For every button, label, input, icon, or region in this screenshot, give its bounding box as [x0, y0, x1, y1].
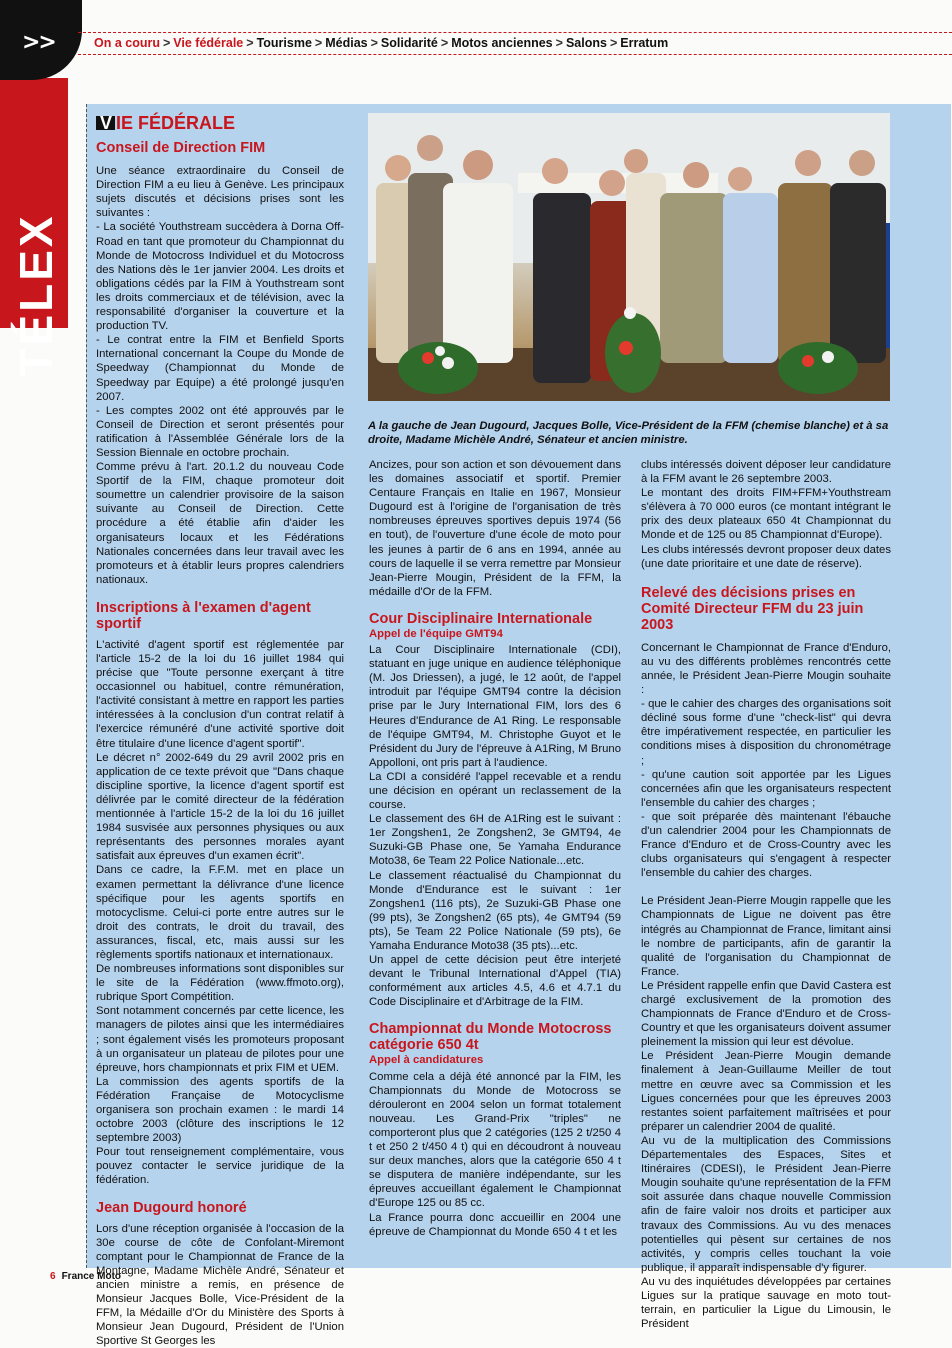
article-paragraph: Une séance extraordinaire du Conseil de Direction FIM a eu lieu à Genève. Les principaux sujets discutés et décisions prises sont les suivantes :	[96, 165, 344, 220]
article-subtitle-mx: Appel à candidatures	[369, 1054, 484, 1067]
breadcrumb-item[interactable]: Erratum	[620, 36, 669, 50]
breadcrumb-separator: >	[440, 36, 449, 50]
article-paragraph: - qu'une caution soit apportée par les Ligues concernées afin que les organisateurs respectent l'ensemble du cahier des charges ;	[641, 768, 891, 809]
breadcrumb	[94, 36, 668, 50]
article-paragraph: L'activité d'agent sportif est réglementée par l'article 15-2 de la loi du 16 juillet 1984 qui précise que "Toute personne exerçant à titre occasionnel ou habituel, contre rémunération, l'activité consistant à mettre en rapport les parties intéressées à la conclusion d'un contrat relatif à l'exercice rémunéré d'une activité sportive doit être titulaire d'une licence d'agent sportif".	[96, 638, 344, 750]
breadcrumb-item[interactable]: Médias	[325, 36, 368, 50]
article-paragraph: De nombreuses informations sont disponibles sur le site de la Fédération (www.ffmoto.org), rubrique Sport Compétition.	[96, 963, 344, 1004]
article-paragraph: Le classement des 6H de A1Ring est le suivant : 1er Zongshen1, 2e Zongshen2, 3e GMT94, 4e Suzuki-GB Phase one, 5e Yamaha Endurance Moto38, 6e Team 22 Police Nationale...etc.	[369, 813, 621, 868]
column-middle	[369, 458, 621, 1239]
article-paragraph: - La société Youthstream succèdera à Dorna Off-Road en tant que promoteur du Championnat du Monde de Motocross Individuel et du Motocross des Nations dès le 1er janvier 2004. Les droits et obligations cédés par la FIM à Youthstream sont les droits commerciaux et de télévision, avec la responsabilité d'organiser la couverture et la production TV.	[96, 221, 344, 333]
article-paragraph: La commission des agents sportifs de la Fédération Française de Motocyclisme organisera son prochain examen : le mardi 14 octobre 2003 (clôture des inscriptions le 12 septembre 2003)	[96, 1075, 344, 1145]
article-paragraph: La Cour Disciplinaire Internationale (CDI), statuant en juge unique en audience téléphonique (M. Jos Driessen), a jugé, le 12 août, de l'appel introduit par l'équipe GMT94 contre la décision prise par le Jury International FIM, lors des 6 Heures d'Endurance de A1 Ring. Le responsable de l'équipe GMT94, M. Christophe Guyot et le Président du Jury de l'épreuve à A1Ring, M Bruno Appolloni, ont pris part à l'audience.	[369, 644, 621, 769]
header-rule-top	[78, 32, 952, 33]
article-paragraph: Concernant le Championnat de France d'Enduro, au vu des différents problèmes rencontrés cette année, le Président Jean-Pierre Mougin souhaite :	[641, 641, 891, 697]
article-paragraph: - que le cahier des charges des organisations soit décliné sous forme d'une "check-list" qui devra être impérativement respectée, en particulier les conditions mises à disposition du chronométrage ;	[641, 698, 891, 767]
article-paragraph: La France pourra donc accueillir en 2004 une épreuve de Championnat du Monde 650 4 t et les	[369, 1211, 621, 1238]
section-title-initial: V	[96, 116, 115, 130]
article-paragraph: Pour tout renseignement complémentaire, vous pouvez contacter le service juridique de la fédération.	[96, 1146, 344, 1187]
breadcrumb-item[interactable]: Solidarité	[380, 36, 438, 50]
article-paragraph: Comme cela a déjà été annoncé par la FIM, les Championnats du Monde de Motocross se dérouleront en 2004 selon un format totalement nouveau. Les Grand-Prix "triples" ne comporteront plus que 2 catégories (125 2 t/250 4 t et 250 2 t/450 4 t) qui en découdront à nouveau sur deux manches, alors que la catégorie 650 4 t se disputera de manière indépendante, sur les épreuves accueillant également le Championnat d'Europe 125 ou 85 cc.	[369, 1070, 621, 1210]
article-title-fim: Conseil de Direction FIM	[96, 140, 266, 157]
column-right	[641, 458, 891, 1331]
breadcrumb-item[interactable]: On a couru	[94, 36, 160, 50]
group-photo-illustration	[368, 113, 890, 401]
article-paragraph: La CDI a considéré l'appel recevable et a rendu une décision en opérant un reclassement de la course.	[369, 770, 621, 812]
breadcrumb-separator: >	[314, 36, 323, 50]
group-photo	[368, 113, 890, 401]
article-paragraph: Le Président Jean-Pierre Mougin demande finalement à Jean-Guillaume Meiller de tout mettre en œuvre avec sa Commission et les Ligues concernées pour que les épreuves 2003 restantes soient parfaitement maîtrisées et pour préparer un calendrier 2004 de qualité.	[641, 1050, 891, 1133]
breadcrumb-item[interactable]: Vie fédérale	[173, 36, 244, 50]
telex-side-tab	[0, 78, 68, 377]
article-paragraph: - que soit préparée dès maintenant l'ébauche d'un calendrier 2004 pour les Championnats de France d'Enduro et de Cross-Country avec les clubs organisateurs qui s'engagent à respecter l'ensemble du cahier des charges.	[641, 810, 891, 880]
photo-caption: A la gauche de Jean Dugourd, Jacques Bolle, Vice-Président de la FFM (chemise blanche) et à sa droite, Madame Michèle André, Sénateur et ancien ministre.	[368, 420, 889, 446]
breadcrumb-item[interactable]: Motos anciennes	[451, 36, 553, 50]
article-paragraph: Comme prévu à l'art. 20.1.2 du nouveau Code Sportif de la FIM, chaque promoteur doit soumettre un calendrier provisoire de la saison suivante au Conseil de Direction. Cette procédure a été établie afin d'aider les organisateurs locaux et les Fédérations Nationales concernées dans leur travail avec les promoteurs et à établir leurs propres calendriers nationaux.	[96, 461, 344, 586]
breadcrumb-separator: >	[246, 36, 254, 50]
article-paragraph: - Les comptes 2002 ont été approuvés par le Conseil de Direction et seront présentés pour ratification à l'Assemblée Générale lors de la Session Biennale en octobre prochain.	[96, 404, 344, 459]
article-paragraph: clubs intéressés doivent déposer leur candidature à la FFM avant le 26 septembre 2003.	[641, 459, 891, 486]
breadcrumb-separator: >	[609, 36, 618, 50]
article-paragraph: Les clubs intéressés devront proposer deux dates (une date prioritaire et une date de réserve).	[641, 543, 891, 570]
article-paragraph: Au vu de la multiplication des Commissions Départementales des Espaces, Sites et Itinéraires (CDESI), le Président Jean-Pierre Mougin souhaite qu'une représentation de la FFM soit assurée dans chaque nouvelle Commission afin de faire valoir nos droits et participer aux travaux des Commissions. Au vu des menaces potentielles qui pèsent sur certaines de nos activités, y compris celles touchant la voie publique, il apparaît indispensable d'y figurer.	[641, 1134, 891, 1274]
section-title	[96, 113, 344, 133]
article-title-agent: Inscriptions à l'examen d'agent sportif	[96, 599, 311, 632]
section-title-rest: IE FÉDÉRALE	[116, 113, 236, 133]
article-paragraph: Le Président rappelle enfin que David Castera est chargé exclusivement de la promotion des Championnats de France d'Enduro et de Cross-Country et que les organisateurs doivent assumer pleinement la mission qui leur est dévolue.	[641, 979, 891, 1049]
header-rule-bottom	[78, 54, 952, 55]
chevron-icon: >>	[22, 30, 55, 55]
article-paragraph: Le montant des droits FIM+FFM+Youthstream s'élèvera à 70 000 euros (ce montant intégrant le prix des deux plateaux 650 4t Championnat du Monde et de 125 ou 85 Championnat d'Europe).	[641, 487, 891, 542]
breadcrumb-separator: >	[370, 36, 378, 50]
article-title-cdi: Cour Disciplinaire Internationale	[369, 610, 593, 627]
column-left	[96, 114, 344, 1348]
page-footer	[50, 1271, 121, 1282]
magazine-name: France Moto	[61, 1271, 122, 1282]
page-number: 6	[50, 1271, 56, 1282]
article-paragraph: Le classement réactualisé du Championnat du Monde d'Endurance est le suivant : 1er Zongshen1 (116 pts), 2e Suzuki-GB Phase one (99 pts), 3e Zongshen2 (65 pts), 4e GMT94 (59 pts), 5e Team 22 Police Nationale (59 pts), 6e Yamaha Endurance Moto38 (35 pts)...etc.	[369, 869, 621, 952]
breadcrumb-separator: >	[162, 36, 171, 50]
article-title-comite: Relevé des décisions prises en Comité Directeur FFM du 23 juin 2003	[641, 584, 864, 633]
article-paragraph: - Le contrat entre la FIM et Benfield Sports International concernant la Coupe du Monde de Speedway (Championnat du Monde de Speedway par Equipe) a été prolongé jusqu'en 2007.	[96, 334, 344, 403]
breadcrumb-separator: >	[555, 36, 563, 50]
telex-label: TÉLEX	[10, 213, 62, 377]
article-paragraph: Ancizes, pour son action et son dévouement dans les domaines associatif et sportif. Premier Centaure Français en Italie en 1967, Monsieur Dugourd est à l'origine de l'organisation de très nombreuses épreuves sportives depuis 1974 (56 en tout), de l'ouverture d'une école de moto pour les jeunes à partir de 6 ans en 1994, année au cours de laquelle il se verra remettre par Monsieur Jean-Pierre Mougin, Président de la FFM, la médaille d'Or de la FFM.	[369, 459, 621, 598]
article-title-dugourd: Jean Dugourd honoré	[96, 1199, 247, 1216]
article-paragraph: Le décret n° 2002-649 du 29 avril 2002 pris en application de ce texte prévoit que "Dans chaque discipline sportive, la licence d'agent sportif est délivrée par le comité directeur de la fédération mentionnée à l'article 15-2 de la loi du 16 juillet 1984 susvisée aux personnes physiques ou aux représentants des personnes morales ayant satisfait aux épreuves d'un examen écrit".	[96, 751, 344, 863]
article-paragraph: Dans ce cadre, la F.F.M. met en place un examen permettant la délivrance d'une licence spécifique pour les agents sportifs en motocyclisme. Celui-ci porte entre autres sur le droit des contrats, le droit du travail, des assurances, fiscal, etc, mais aussi sur les règlements sportifs nationaux et internationaux.	[96, 864, 344, 961]
article-paragraph: Le Président Jean-Pierre Mougin rappelle que les Championnats de Ligue ne doivent pas être intégrés au Championnat de France, limitant ainsi le nombre de participants, afin de garantir la qualité de l'organisation du Championnat de France.	[641, 895, 891, 978]
article-title-mx: Championnat du Monde Motocross catégorie 650 4t	[369, 1021, 612, 1054]
breadcrumb-item[interactable]: Salons	[565, 36, 607, 50]
article-paragraph: Au vu des inquiétudes développées par certaines Ligues sur la pratique sauvage en moto tout-terrain, en particulier la Ligue du Limousin, le Président	[641, 1275, 891, 1331]
article-paragraph: Un appel de cette décision peut être interjeté devant le Tribunal International d'Appel (TIA) conformément aux articles 4.5, 4.6 et 4.7.1 du Code Disciplinaire et d'Arbitrage de la FIM.	[369, 954, 621, 1009]
article-paragraph: Sont notamment concernés par cette licence, les managers de pilotes ainsi que les intermédiaires ; sont également visés les promoteurs proposant à un organisateur un plateau de pilotes pour une épreuve, hors championnats et prix FIM et UEM.	[96, 1005, 344, 1074]
article-paragraph: Lors d'une réception organisée à l'occasion de la 30e course de côte de Confolant-Miremont comptant pour le Championnat de France de la Montagne, Madame Michèle André, Sénateur et ancien ministre a remis, en présence de Monsieur Jacques Bolle, Vice-Président de la FFM, la Médaille d'Or du Ministère des Sports à Monsieur Jean Dugourd, Président de l'Union Sportive St Georges les	[96, 1222, 344, 1348]
article-subtitle-cdi: Appel de l'équipe GMT94	[369, 627, 503, 640]
breadcrumb-item[interactable]: Tourisme	[256, 36, 312, 50]
